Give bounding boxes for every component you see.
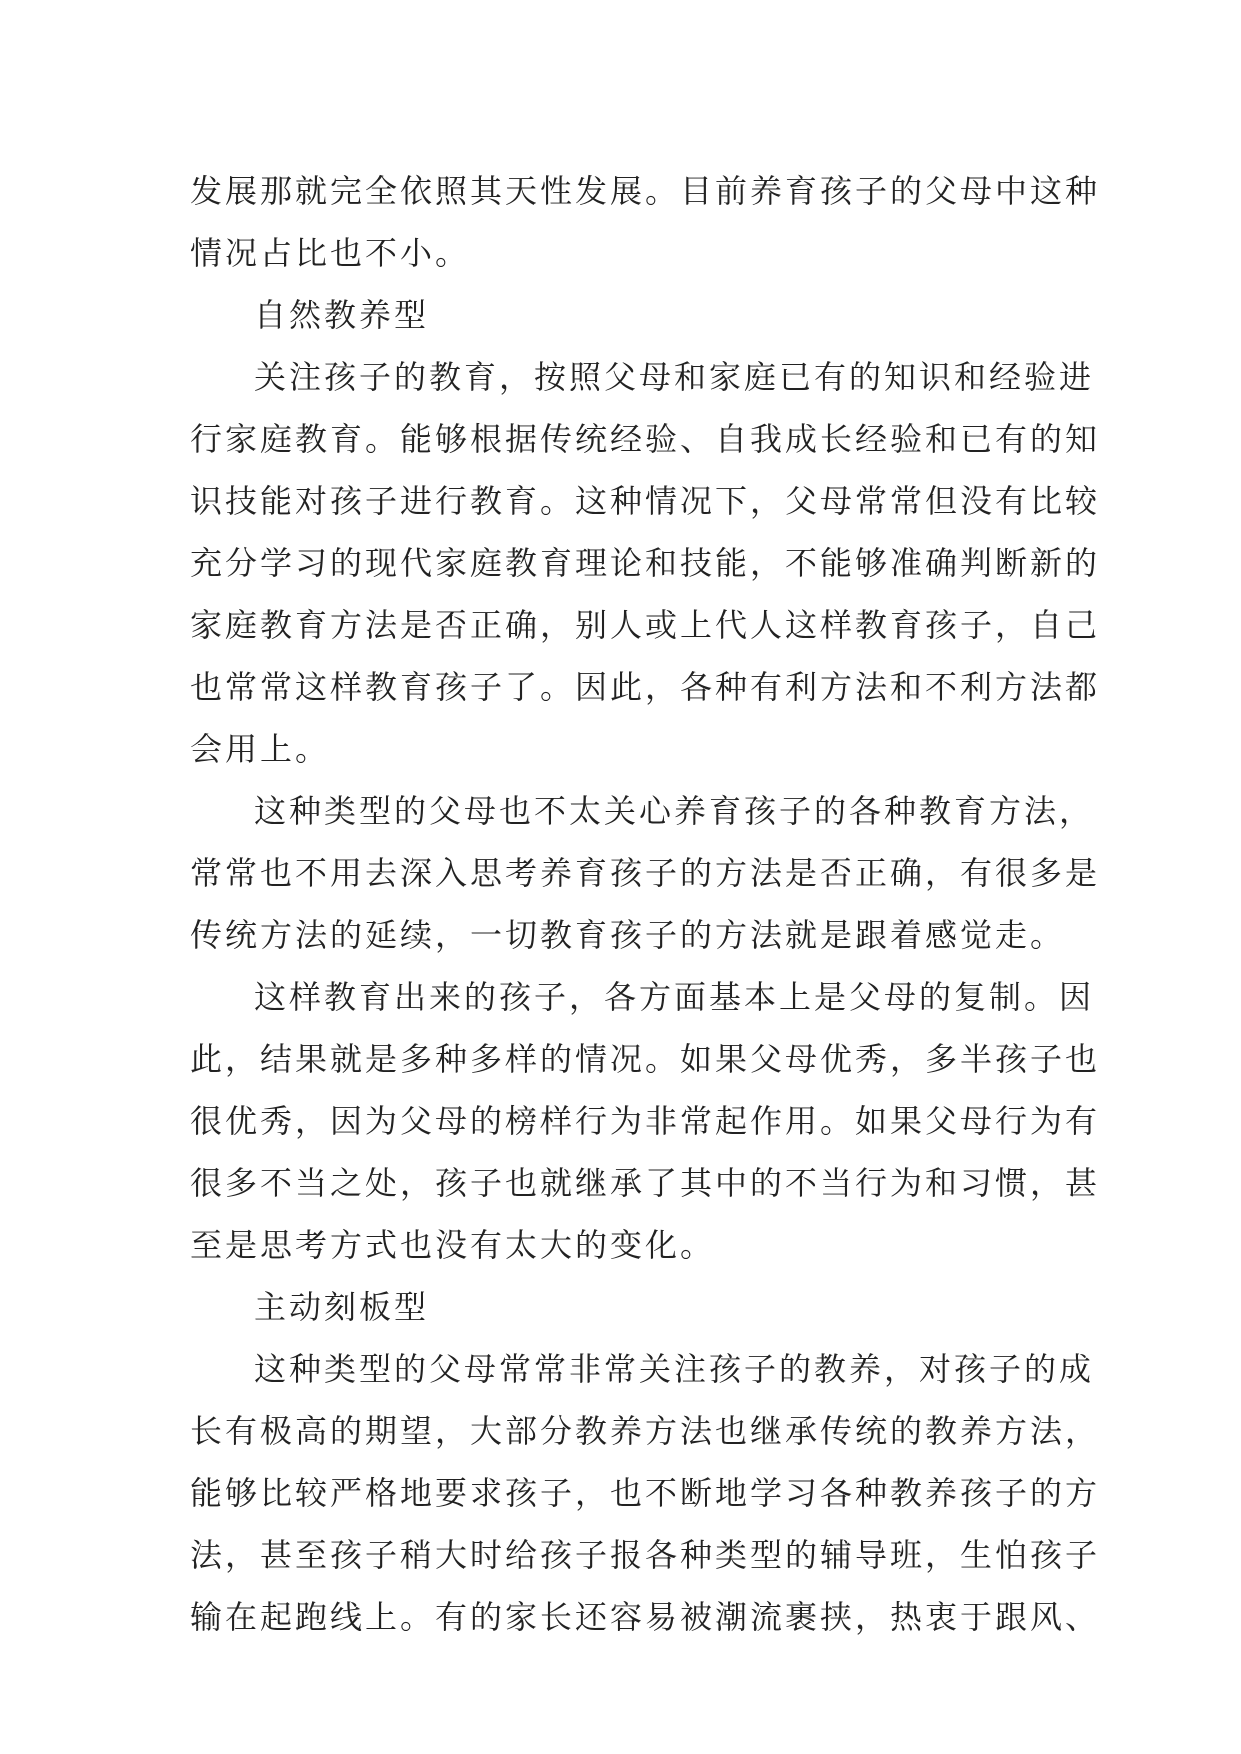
text-line: 输在起跑线上。有的家长还容易被潮流裹挟，热衷于跟风、 — [190, 1598, 1101, 1636]
text-line: 能够比较严格地要求孩子，也不断地学习各种教养孩子的方 — [190, 1474, 1101, 1512]
text-line: 主动刻板型 — [254, 1288, 430, 1326]
paragraph — [190, 1338, 1101, 1648]
text-line: 家庭教育方法是否正确，别人或上代人这样教育孩子，自己 — [190, 606, 1101, 644]
section-heading — [190, 1276, 1060, 1338]
text-line: 发展那就完全依照其天性发展。目前养育孩子的父母中这种 — [190, 172, 1101, 210]
document-body — [190, 160, 1101, 1648]
text-line: 法，甚至孩子稍大时给孩子报各种类型的辅导班，生怕孩子 — [190, 1536, 1101, 1574]
text-line: 自然教养型 — [254, 296, 430, 334]
text-line: 这样教育出来的孩子，各方面基本上是父母的复制。因 — [254, 978, 1095, 1016]
text-line: 会用上。 — [190, 730, 331, 768]
text-line: 此，结果就是多种多样的情况。如果父母优秀，多半孩子也 — [190, 1040, 1101, 1078]
text-line: 关注孩子的教育，按照父母和家庭已有的知识和经验进 — [254, 358, 1095, 396]
text-line: 常常也不用去深入思考养育孩子的方法是否正确，有很多是 — [190, 854, 1101, 892]
paragraph — [190, 160, 1101, 284]
section-heading — [190, 284, 1060, 346]
text-line: 行家庭教育。能够根据传统经验、自我成长经验和已有的知 — [190, 420, 1101, 458]
text-line: 也常常这样教育孩子了。因此，各种有利方法和不利方法都 — [190, 668, 1101, 706]
text-line: 至是思考方式也没有太大的变化。 — [190, 1226, 716, 1264]
text-line: 传统方法的延续，一切教育孩子的方法就是跟着感觉走。 — [190, 916, 1066, 954]
text-line: 这种类型的父母也不太关心养育孩子的各种教育方法， — [254, 792, 1095, 830]
text-line: 很多不当之处，孩子也就继承了其中的不当行为和习惯，甚 — [190, 1164, 1101, 1202]
text-line: 长有极高的期望，大部分教养方法也继承传统的教养方法， — [190, 1412, 1101, 1450]
text-line: 充分学习的现代家庭教育理论和技能，不能够准确判断新的 — [190, 544, 1101, 582]
text-line: 这种类型的父母常常非常关注孩子的教养，对孩子的成 — [254, 1350, 1095, 1388]
paragraph — [190, 780, 1101, 966]
paragraph — [190, 346, 1101, 780]
text-line: 情况占比也不小。 — [190, 234, 471, 272]
text-line: 很优秀，因为父母的榜样行为非常起作用。如果父母行为有 — [190, 1102, 1101, 1140]
text-line: 识技能对孩子进行教育。这种情况下，父母常常但没有比较 — [190, 482, 1101, 520]
paragraph — [190, 966, 1101, 1276]
